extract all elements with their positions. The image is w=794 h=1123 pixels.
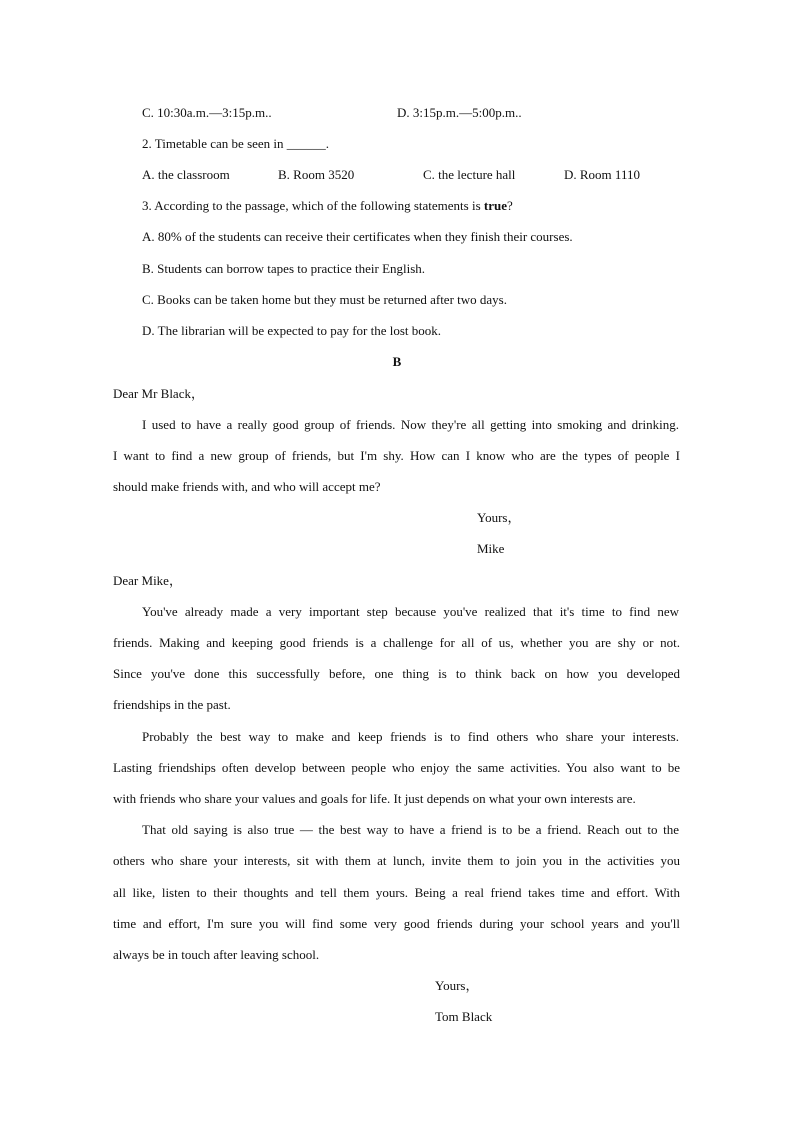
q3-option-d: D. The librarian will be expected to pay for the lost book.: [142, 323, 442, 338]
letter2-para3-line: That old saying is also true — the best way to have a friend is to be a friend. Reach out to the: [142, 822, 679, 837]
letter2-para2-line: Probably the best way to make and keep friends is to find others who share your interests.: [142, 729, 679, 744]
section-heading: B: [392, 354, 402, 369]
q2-option-a: A. the classroom: [142, 167, 230, 182]
letter2-closing: Yours，: [435, 978, 479, 993]
letter1-signature: Mike: [477, 541, 505, 556]
letter1-closing: Yours，: [477, 510, 521, 525]
q3-stem-text: 3. According to the passage, which of the following statements is: [142, 198, 484, 213]
letter2-para1-line: friendships in the past.: [113, 697, 231, 712]
letter2-para1-line: friends. Making and keeping good friends is a challenge for all of us, whether you are shy or not.: [113, 635, 680, 650]
letter1-greeting: Dear Mr Black，: [113, 386, 204, 401]
q2-option-c: C. the lecture hall: [423, 167, 516, 182]
q3-stem-emphasis: true: [483, 198, 508, 213]
q3-option-c: C. Books can be taken home but they must be returned after two days.: [142, 292, 507, 307]
letter1-line: should make friends with, and who will accept me?: [113, 479, 381, 494]
letter1-line: I used to have a really good group of friends. Now they're all getting into smoking and drinking.: [142, 417, 679, 432]
q1-option-c: C. 10:30a.m.—3:15p.m..: [142, 105, 272, 120]
q2-option-b: B. Room 3520: [278, 167, 355, 182]
letter2-para3-line: all like, listen to their thoughts and tell them yours. Being a real friend takes time and effort. With: [113, 885, 680, 900]
q3-option-b: B. Students can borrow tapes to practice their English.: [142, 261, 426, 276]
letter2-greeting: Dear Mike，: [113, 573, 182, 588]
q2-stem: 2. Timetable can be seen in ______.: [142, 136, 330, 151]
q3-option-a: A. 80% of the students can receive their certificates when they finish their courses.: [142, 229, 573, 244]
q2-option-d: D. Room 1110: [564, 167, 640, 182]
letter2-signature: Tom Black: [435, 1009, 493, 1024]
letter2-para2-line: with friends who share your values and goals for life. It just depends on what your own interests are.: [113, 791, 636, 806]
letter2-para2-line: Lasting friendships often develop between people who enjoy the same activities. You also want to be: [113, 760, 680, 775]
q3-stem-end: ?: [507, 198, 513, 213]
q3-stem: [142, 198, 513, 214]
letter2-para3-line: always be in touch after leaving school.: [113, 947, 320, 962]
letter1-line: I want to find a new group of friends, but I'm shy. How can I know who are the types of people I: [113, 448, 680, 463]
letter2-para3-line: others who share your interests, sit with them at lunch, invite them to join you in the activities you: [113, 853, 680, 868]
q1-option-d: D. 3:15p.m.—5:00p.m..: [397, 105, 522, 120]
letter2-para3-line: time and effort, I'm sure you will find some very good friends during your school years and you'll: [113, 916, 680, 931]
letter2-para1-line: Since you've done this successfully before, one thing is to think back on how you developed: [113, 666, 680, 681]
letter2-para1-line: You've already made a very important step because you've realized that it's time to find new: [142, 604, 679, 619]
